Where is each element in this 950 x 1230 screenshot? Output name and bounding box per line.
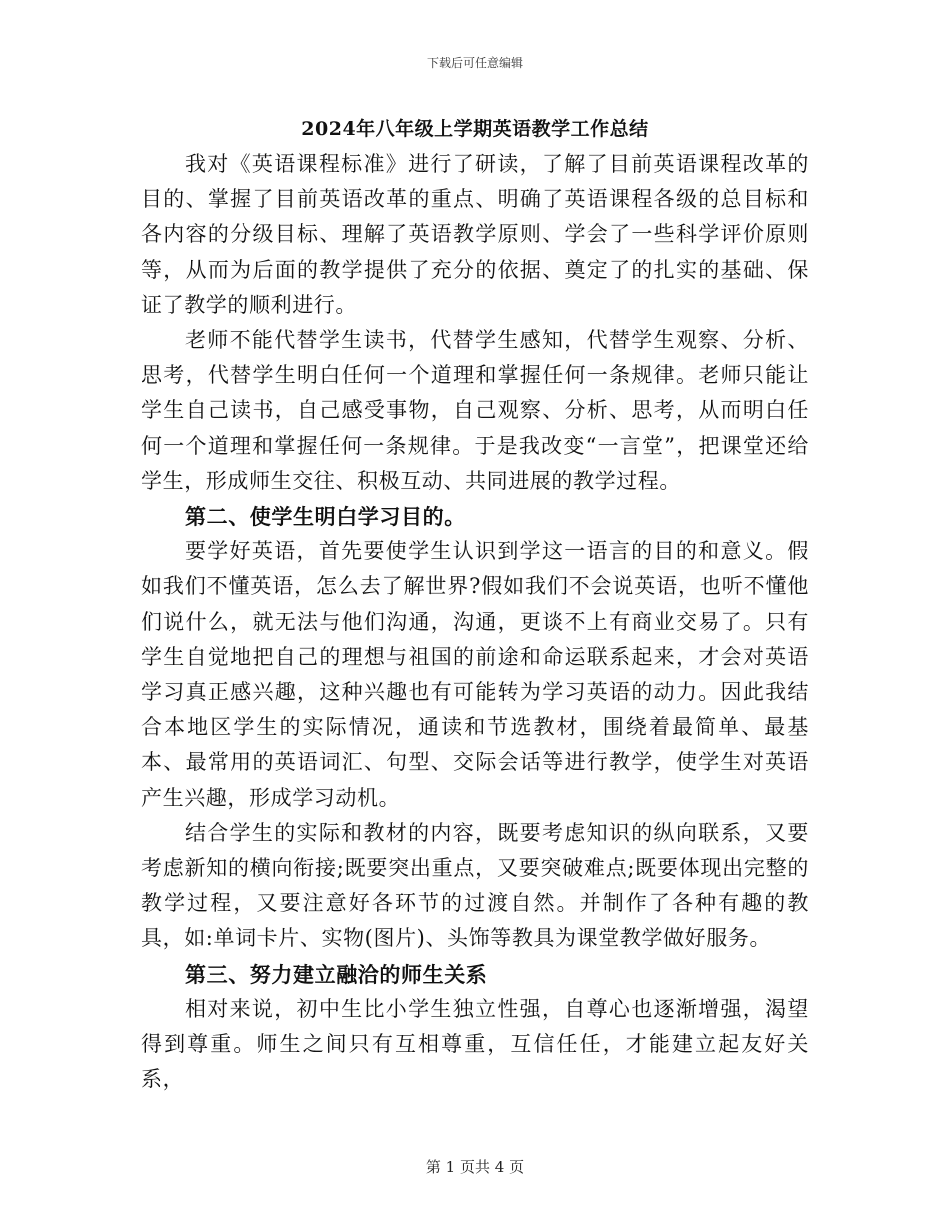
paragraph-study-standards: 我对《英语课程标准》进行了研读，了解了目前英语课程改革的目的、掌握了目前英语改革的重点、明确了英语课程各级的总目标和各内容的分级目标、理解了英语教学原则、学会了一些科学评价原则等，从而为后面的教学提供了充分的依据、奠定了的扎实的基础、保证了教学的顺利进行。 xyxy=(141,152,809,317)
paragraph-teacher-student-relationship: 相对来说，初中生比小学生独立性强，自尊心也逐渐增强，渴望得到尊重。师生之间只有互相尊重，互信任任，才能建立起友好关系， xyxy=(141,996,809,1092)
page-number-footer: 第 1 页共 4 页 xyxy=(425,1158,525,1176)
document-body xyxy=(141,147,809,1097)
paragraph-student-centered: 老师不能代替学生读书，代替学生感知，代替学生观察、分析、思考，代替学生明白任何一个道理和掌握任何一条规律。老师只能让学生自己读书，自己感受事物，自己观察、分析、思考，从而明白任何一个道理和掌握任何一条规律。于是我改变“一言堂”，把课堂还给学生，形成师生交往、积极互动、共同进展的教学过程。 xyxy=(141,328,809,493)
document-title: 2024年八年级上学期英语教学工作总结 xyxy=(301,118,649,140)
section-heading-teacher-student-relationship: 第三、努力建立融洽的师生关系 xyxy=(185,961,488,987)
section-heading-learning-purpose: 第二、使学生明白学习目的。 xyxy=(185,504,466,530)
paragraph-learning-purpose: 要学好英语，首先要使学生认识到学这一语言的目的和意义。假如我们不懂英语，怎么去了解世界?假如我们不会说英语，也听不懂他们说什么，就无法与他们沟通，沟通，更谈不上有商业交易了。只有学生自觉地把自己的理想与祖国的前途和命运联系起来，才会对英语学习真正感兴趣，这种兴趣也有可能转为学习英语的动力。因此我结合本地区学生的实际情况，通读和节选教材，围绕着最简单、最基本、最常用的英语词汇、句型、交际会话等进行教学，使学生对英语产生兴趣，形成学习动机。 xyxy=(141,539,809,810)
page-header-note: 下载后可任意编辑 xyxy=(426,56,523,70)
paragraph-teaching-materials: 结合学生的实际和教材的内容，既要考虑知识的纵向联系，又要考虑新知的横向衔接;既要突出重点，又要突破难点;既要体现出完整的教学过程，又要注意好各环节的过渡自然。并制作了各种有趣的教具，如:单词卡片、实物(图片)、头饰等教具为课堂教学做好服务。 xyxy=(141,820,809,951)
